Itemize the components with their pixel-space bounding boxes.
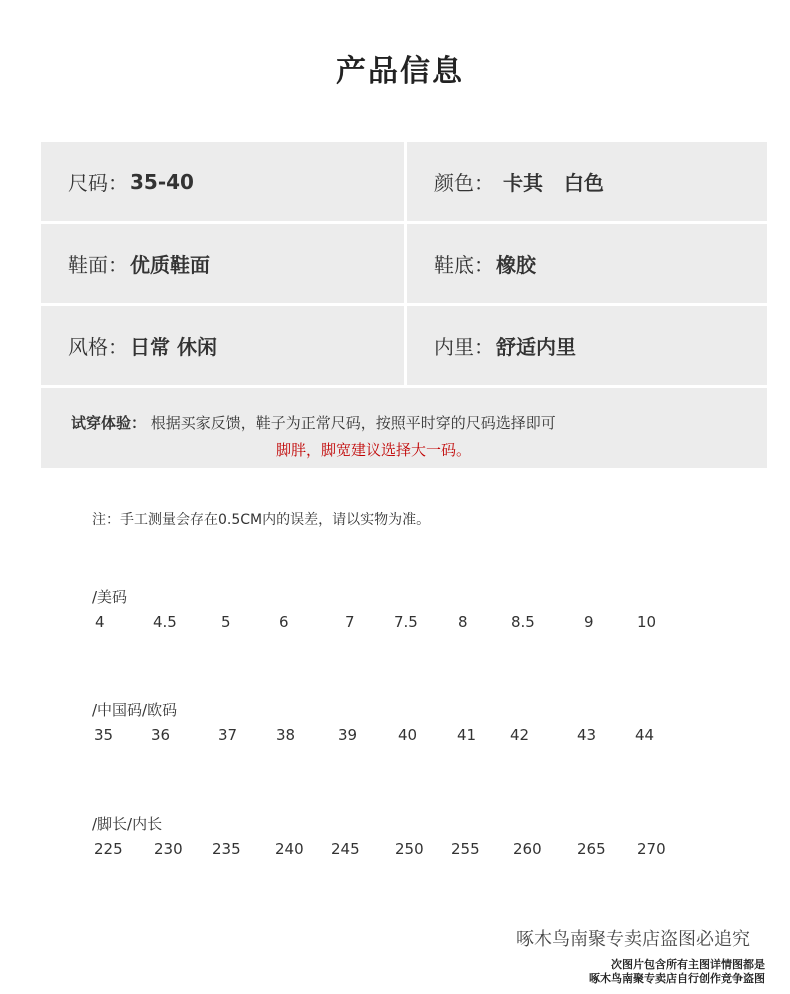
size-value: 4.5 <box>153 613 177 631</box>
spec-value: 35-40 <box>130 169 194 194</box>
spec-label: 鞋底： <box>434 253 494 277</box>
trial-line <box>41 412 767 433</box>
spec-value: 优质鞋面 <box>130 253 210 277</box>
size-value: 8 <box>458 613 468 631</box>
trial-box <box>41 388 767 468</box>
spec-value: 日常 休闲 <box>130 335 217 359</box>
size-value: 250 <box>395 840 424 858</box>
size-value: 240 <box>275 840 304 858</box>
size-group-us <box>92 586 732 633</box>
spec-value: 卡其 白色 <box>496 171 604 195</box>
size-values <box>92 726 732 746</box>
spec-cell-color <box>407 142 767 221</box>
measurement-note: 注：手工测量会存在0.5CM内的误差，请以实物为准。 <box>92 512 431 528</box>
size-value: 8.5 <box>511 613 535 631</box>
size-value: 7.5 <box>394 613 418 631</box>
size-value: 260 <box>513 840 542 858</box>
spec-cell-style <box>41 306 404 385</box>
spec-value: 橡胶 <box>496 253 536 277</box>
size-heading: /脚长/内长 <box>92 815 163 833</box>
trial-text: 根据买家反馈，鞋子为正常尺码，按照平时穿的尺码选择即可 <box>150 414 556 432</box>
size-value: 41 <box>457 726 477 744</box>
page-title: 产品信息 <box>336 54 464 89</box>
size-values <box>92 840 732 860</box>
spec-label: 内里： <box>434 335 494 359</box>
size-values <box>92 613 732 633</box>
spec-cell-sole <box>407 224 767 303</box>
size-value: 39 <box>338 726 358 744</box>
size-value: 10 <box>637 613 657 631</box>
size-value: 4 <box>95 613 105 631</box>
spec-label: 颜色： <box>434 171 494 195</box>
size-group-cn-eu <box>92 699 732 746</box>
size-value: 42 <box>510 726 530 744</box>
size-value: 40 <box>398 726 418 744</box>
size-value: 38 <box>276 726 296 744</box>
size-value: 6 <box>279 613 289 631</box>
size-value: 44 <box>635 726 655 744</box>
spec-row <box>41 142 767 221</box>
size-value: 9 <box>584 613 594 631</box>
size-value: 5 <box>221 613 231 631</box>
size-value: 235 <box>212 840 241 858</box>
size-value: 270 <box>637 840 666 858</box>
size-value: 265 <box>577 840 606 858</box>
spec-label: 风格： <box>68 335 128 359</box>
size-heading: /中国码/欧码 <box>92 701 178 719</box>
size-value: 35 <box>94 726 114 744</box>
size-value: 255 <box>451 840 480 858</box>
spec-cell-upper <box>41 224 404 303</box>
size-value: 225 <box>94 840 123 858</box>
size-value: 245 <box>331 840 360 858</box>
size-heading: /美码 <box>92 588 128 606</box>
size-value: 37 <box>218 726 238 744</box>
spec-label: 尺码： <box>68 171 128 195</box>
size-group-foot-length <box>92 813 732 860</box>
spec-cell-size <box>41 142 404 221</box>
size-value: 230 <box>154 840 183 858</box>
size-value: 7 <box>345 613 355 631</box>
spec-table <box>41 142 767 388</box>
size-value: 43 <box>577 726 597 744</box>
spec-label: 鞋面： <box>68 253 128 277</box>
spec-cell-lining <box>407 306 767 385</box>
spec-value: 舒适内里 <box>496 335 576 359</box>
copyright-watermark: 啄木鸟南聚专卖店盗图必追究 <box>516 929 750 950</box>
copyright-notice-line: 啄木鸟南聚专卖店自行创作竞争盗图 <box>589 972 765 985</box>
spec-row <box>41 306 767 385</box>
spec-row <box>41 224 767 303</box>
copyright-notice-line: 次图片包含所有主图详情图都是 <box>611 958 765 971</box>
trial-label: 试穿体验： <box>71 414 147 432</box>
copyright-notice <box>560 958 765 986</box>
trial-warning: 脚胖，脚宽建议选择大一码。 <box>276 441 472 459</box>
size-value: 36 <box>151 726 171 744</box>
